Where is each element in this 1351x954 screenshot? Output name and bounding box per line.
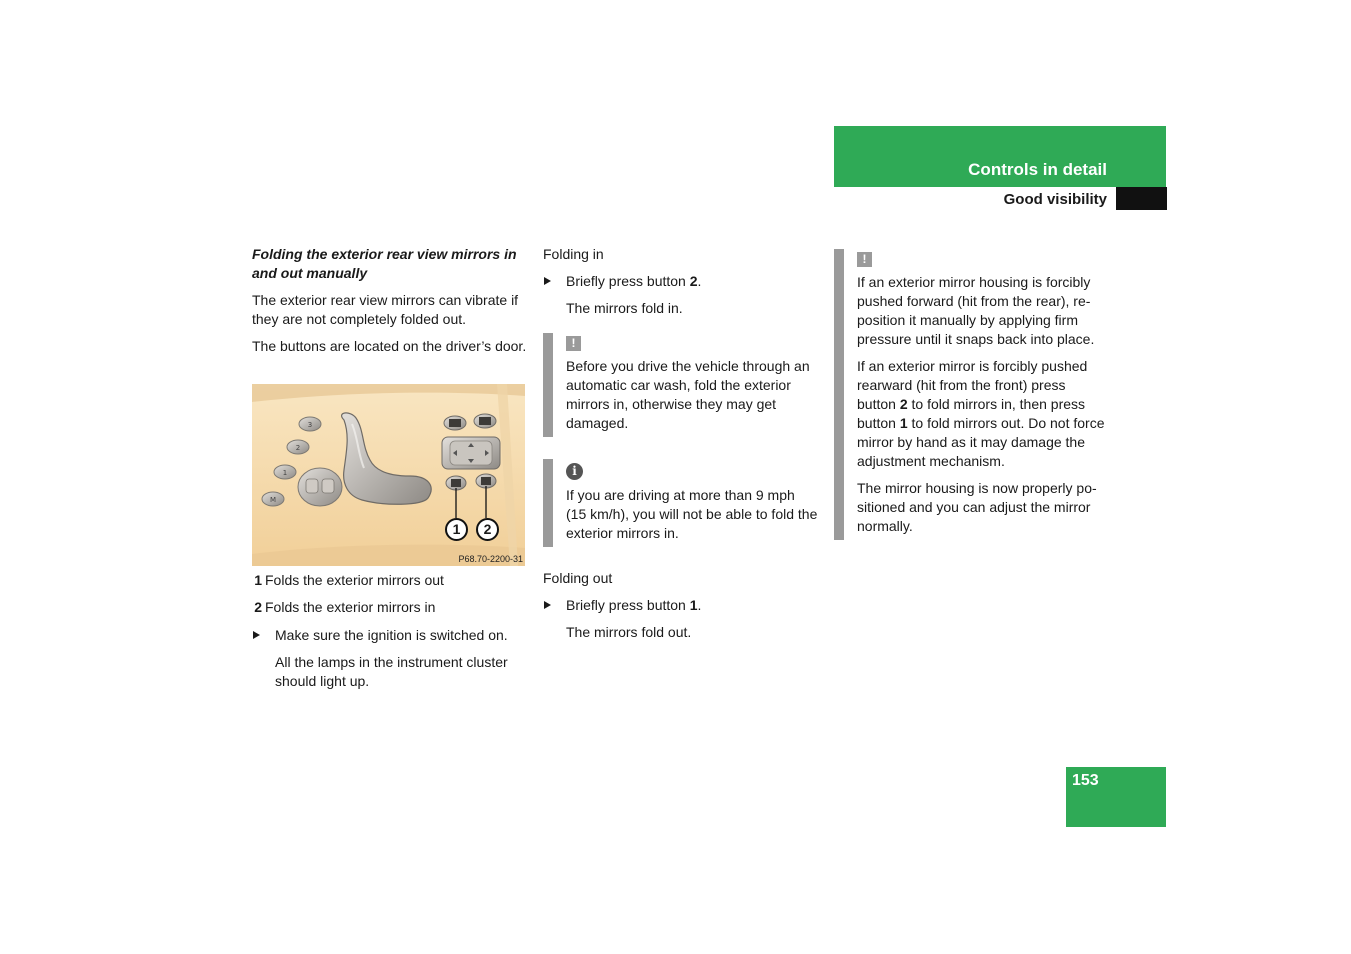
step-folding-in: Briefly press button 2. bbox=[543, 272, 818, 291]
paragraph-vibration: The exterior rear view mirrors can vibrate if they are not completely folded out. bbox=[252, 292, 519, 327]
column-1-lower bbox=[252, 571, 527, 699]
door-controls-figure bbox=[252, 384, 525, 566]
mirror-fold-out-button bbox=[446, 476, 466, 490]
info-note bbox=[543, 459, 818, 547]
column-1 bbox=[252, 245, 527, 364]
svg-text:3: 3 bbox=[307, 421, 313, 429]
warning-p3: The mirror housing is now properly po-sitioned and you can adjust the mirror normally. bbox=[857, 480, 1097, 534]
mirror-fold-in-button bbox=[476, 474, 496, 488]
damage-warning-note bbox=[834, 249, 1108, 540]
triangle-arrow-icon bbox=[253, 631, 260, 639]
result-lamps: All the lamps in the instrument cluster should light up. bbox=[275, 654, 508, 689]
mirror-right-select bbox=[474, 414, 496, 428]
paragraph-location: The buttons are located on the driver’s door. bbox=[252, 338, 527, 354]
exclamation-icon: ! bbox=[857, 252, 872, 267]
note-bar bbox=[543, 333, 553, 437]
note-bar bbox=[543, 459, 553, 547]
mirror-adjust-pad bbox=[442, 437, 500, 469]
warning-note bbox=[543, 333, 818, 437]
folding-out-label: Folding out bbox=[543, 570, 613, 586]
caption-2: 2 Folds the exterior mirrors in bbox=[254, 599, 436, 615]
svg-text:1: 1 bbox=[282, 469, 288, 477]
step-folding-out: Briefly press button 1. bbox=[543, 596, 818, 615]
subsection-title: Good visibility bbox=[1003, 191, 1107, 208]
section-title: Controls in detail bbox=[968, 160, 1107, 179]
column-2 bbox=[543, 245, 818, 650]
callout-1: 1 bbox=[445, 518, 468, 541]
result-fold-in: The mirrors fold in. bbox=[566, 300, 683, 316]
info-icon: i bbox=[566, 463, 583, 480]
svg-text:M: M bbox=[269, 496, 277, 504]
memory-button-2 bbox=[287, 440, 309, 454]
warning-p2: If an exterior mirror is forcibly pushed rearward (hit from the front) press button 2 to fold mirrors in, then press button 1 to fold mirrors out. Do not force mirror by hand as it may damage the adjustment mechanism. bbox=[857, 358, 1105, 469]
memory-button-1 bbox=[274, 465, 296, 479]
note-bar bbox=[834, 249, 844, 540]
result-fold-out: The mirrors fold out. bbox=[566, 624, 692, 640]
topic-heading: Folding the exterior rear view mirrors in and out manually bbox=[252, 246, 517, 281]
header-marker bbox=[1116, 187, 1167, 210]
svg-text:2: 2 bbox=[295, 444, 301, 452]
figure-code: P68.70-2200-31 bbox=[458, 554, 523, 564]
triangle-arrow-icon bbox=[544, 277, 551, 285]
step-ignition: Make sure the ignition is switched on. bbox=[252, 626, 527, 645]
memory-button-3 bbox=[299, 417, 321, 431]
page-number: 153 bbox=[1072, 772, 1099, 789]
warning-text: Before you drive the vehicle through an automatic car wash, fold the exterior mirrors in, otherwise they may get damaged. bbox=[566, 358, 810, 431]
caption-1: 1 Folds the exterior mirrors out bbox=[254, 572, 444, 588]
warning-p1: If an exterior mirror housing is forcibly pushed forward (hit from the rear), re-position it manually by applying firm pressure until it snaps back into place. bbox=[857, 274, 1095, 347]
exclamation-icon: ! bbox=[566, 336, 581, 351]
memory-button-m bbox=[262, 492, 284, 506]
triangle-arrow-icon bbox=[544, 601, 551, 609]
mirror-left-select bbox=[444, 416, 466, 430]
callout-2: 2 bbox=[476, 518, 499, 541]
info-text: If you are driving at more than 9 mph (15 km/h), you will not be able to fold the exterior mirrors in. bbox=[566, 487, 818, 541]
folding-in-label: Folding in bbox=[543, 246, 604, 262]
lumbar-control bbox=[298, 468, 342, 506]
